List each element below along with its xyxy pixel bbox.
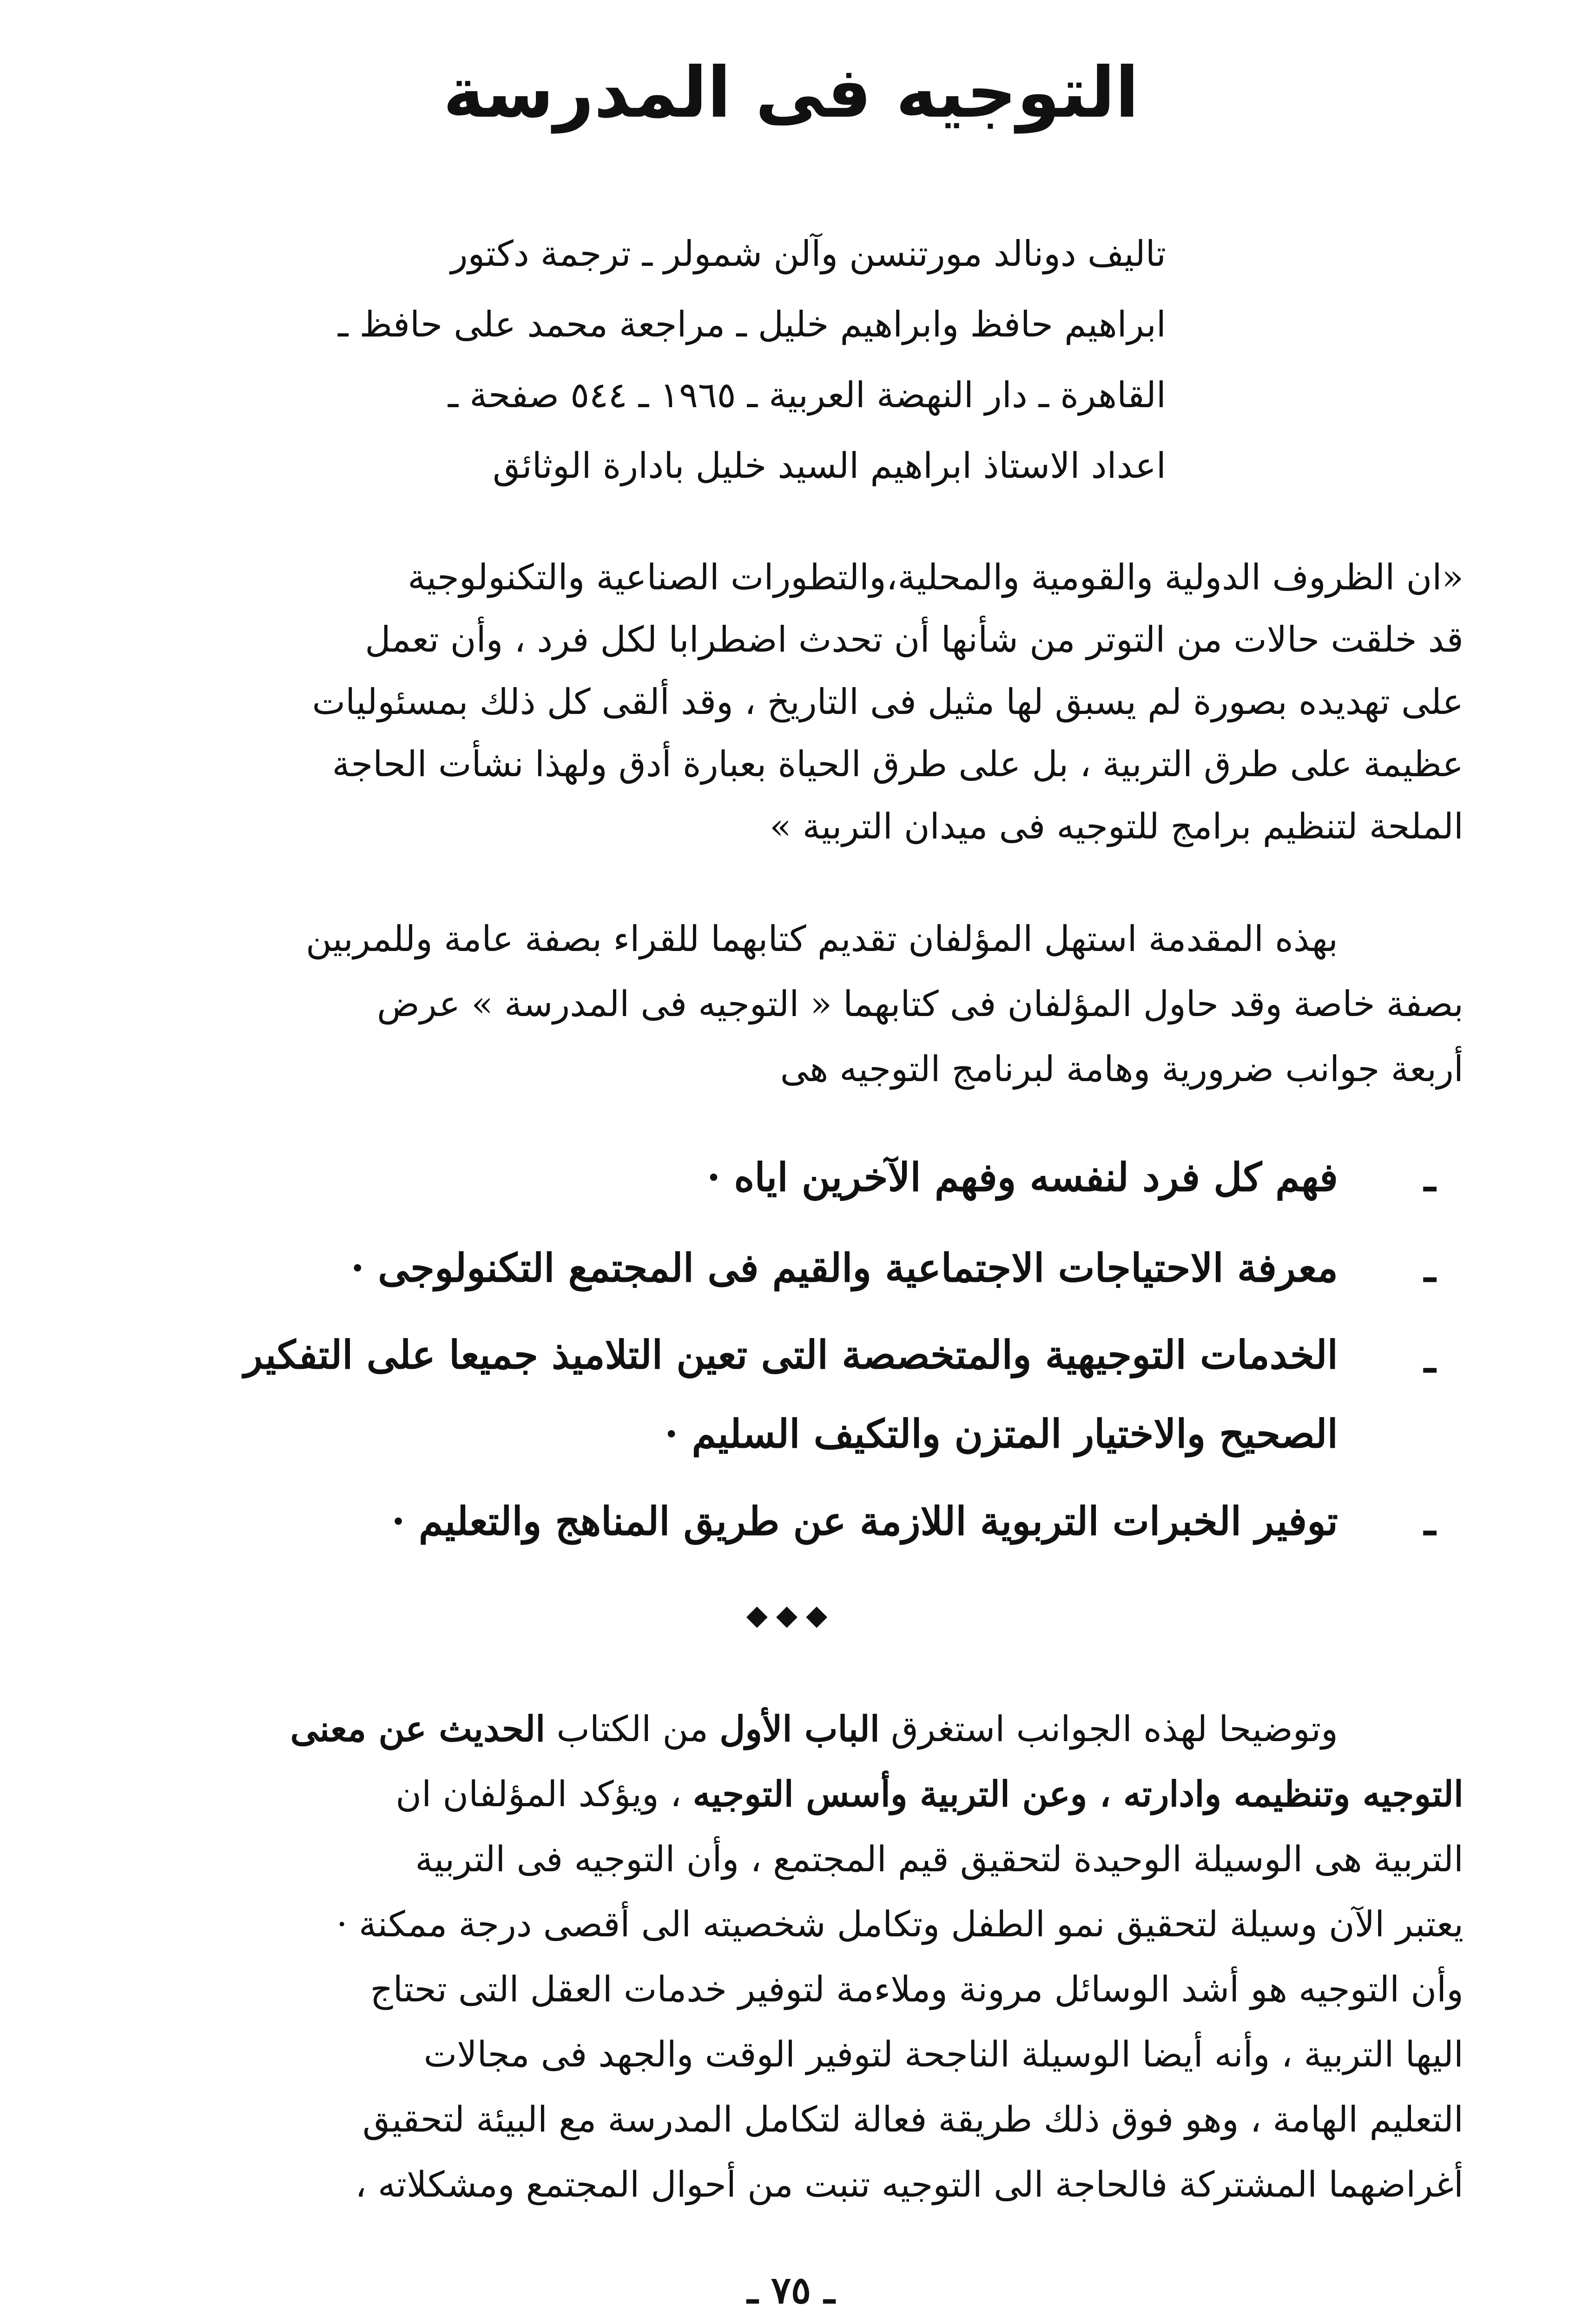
paragraph-line bbox=[116, 1762, 1463, 1827]
paragraph-line: بهذه المقدمة استهل المؤلفان تقديم كتابهما للقراء بصفة عامة وللمربين bbox=[305, 918, 1338, 959]
paragraph-line: على تهديده بصورة لم يسبق لها مثيل فى التاريخ ، وقد ألقى كل ذلك بمسئوليات bbox=[312, 681, 1463, 722]
paragraph-line: الملحة لتنظيم برامج للتوجيه فى ميدان التربية » bbox=[770, 805, 1463, 847]
bullet-text: الصحيح والاختيار المتزن والتكيف السليم · bbox=[665, 1411, 1338, 1457]
text-run: من الكتاب bbox=[545, 1708, 720, 1750]
bold-text-run: الحديث عن معنى bbox=[290, 1708, 546, 1750]
bullet-text: توفير الخبرات التربوية اللازمة عن طريق المناهج والتعليم · bbox=[391, 1498, 1338, 1544]
bullet-dash: ـ bbox=[1424, 1335, 1436, 1381]
paragraph-line: وأن التوجيه هو أشد الوسائل مرونة وملاءمة لتوفير خدمات العقل التى تحتاج bbox=[370, 1968, 1463, 2010]
bullet-item bbox=[116, 1478, 1463, 1564]
paragraph-line bbox=[116, 1697, 1463, 1762]
bullet-dash: ـ bbox=[1424, 1498, 1436, 1544]
paragraph-line: قد خلقت حالات من التوتر من شأنها أن تحدث اضطرابا لكل فرد ، وأن تعمل bbox=[365, 619, 1463, 660]
paragraph-line: يعتبر الآن وسيلة لتحقيق نمو الطفل وتكامل شخصيته الى أقصى درجة ممكنة · bbox=[336, 1903, 1463, 1945]
bullet-text: معرفة الاحتياجات الاجتماعية والقيم فى المجتمع التكنولوجى · bbox=[350, 1245, 1338, 1291]
text-run: وتوضيحا لهذه الجوانب استغرق bbox=[879, 1708, 1338, 1750]
bullet-text: فهم كل فرد لنفسه وفهم الآخرين اياه · bbox=[706, 1154, 1338, 1200]
page-title: التوجيه فى المدرسة bbox=[443, 53, 1139, 133]
book-info bbox=[167, 218, 1166, 501]
paragraph-line: التربية هى الوسيلة الوحيدة لتحقيق قيم المجتمع ، وأن التوجيه فى التربية bbox=[415, 1838, 1463, 1880]
paragraph-line: أغراضهما المشتركة فالحاجة الى التوجيه تنبت من أحوال المجتمع ومشكلاته ، bbox=[355, 2164, 1463, 2205]
paragraph-chapter-one bbox=[116, 1697, 1463, 2217]
text-run: ، ويؤكد المؤلفان ان bbox=[396, 1773, 693, 1815]
bold-text-run: الباب الأول bbox=[719, 1708, 880, 1750]
paragraph-line: أربعة جوانب ضرورية وهامة لبرنامج التوجيه هى bbox=[780, 1048, 1463, 1089]
bullet-dash: ـ bbox=[1424, 1245, 1436, 1291]
bullet-text: الخدمات التوجيهية والمتخصصة التى تعين التلاميذ جميعا على التفكير bbox=[244, 1332, 1338, 1378]
section-separator: ◆◆◆ bbox=[746, 1599, 836, 1631]
paragraph-overview bbox=[116, 906, 1463, 1102]
bullet-item bbox=[116, 1225, 1463, 1311]
bullet-dash: ـ bbox=[1424, 1154, 1436, 1200]
bullet-item bbox=[116, 1315, 1463, 1473]
book-info-line: ابراهيم حافظ وابراهيم خليل ـ مراجعة محمد على حافظ ـ bbox=[338, 304, 1166, 345]
paragraph-line: التعليم الهامة ، وهو فوق ذلك طريقة فعالة لتكامل المدرسة مع البيئة لتحقيق bbox=[363, 2099, 1463, 2140]
book-info-line: اعداد الاستاذ ابراهيم السيد خليل بادارة الوثائق bbox=[493, 445, 1166, 486]
paragraph-intro-quote bbox=[116, 546, 1463, 858]
paragraph-line: «ان الظروف الدولية والقومية والمحلية،والتطورات الصناعية والتكنولوجية bbox=[408, 556, 1463, 598]
paragraph-line: عظيمة على طرق التربية ، بل على طرق الحياة بعبارة أدق ولهذا نشأت الحاجة bbox=[332, 743, 1463, 785]
page-number: ـ ٧٥ ـ bbox=[747, 2268, 835, 2312]
paragraph-line: بصفة خاصة وقد حاول المؤلفان فى كتابهما « التوجيه فى المدرسة » عرض bbox=[376, 983, 1463, 1024]
book-info-line: تاليف دونالد مورتنسن وآلن شمولر ـ ترجمة دكتور bbox=[450, 233, 1166, 274]
bullet-list bbox=[116, 1134, 1463, 1569]
book-info-line: القاهرة ـ دار النهضة العربية ـ ١٩٦٥ ـ ٥٤٤ صفحة ـ bbox=[448, 374, 1166, 416]
bullet-item bbox=[116, 1134, 1463, 1220]
bold-text-run: التوجيه وتنظيمه وادارته ، وعن التربية وأسس التوجيه bbox=[692, 1773, 1463, 1815]
paragraph-line: اليها التربية ، وأنه أيضا الوسيلة الناجحة لتوفير الوقت والجهد فى مجالات bbox=[423, 2034, 1463, 2075]
